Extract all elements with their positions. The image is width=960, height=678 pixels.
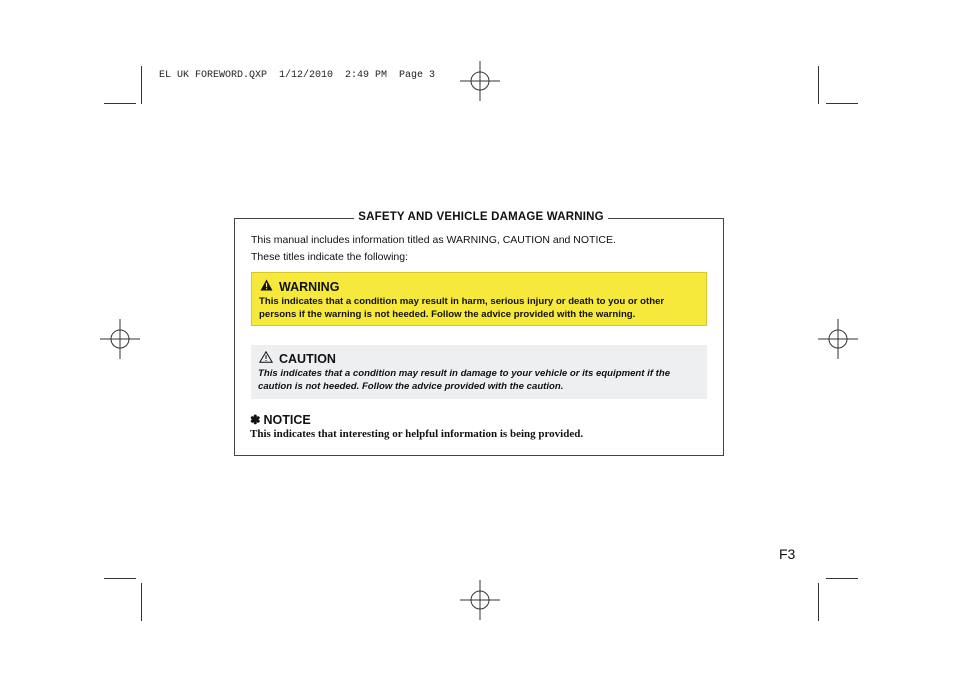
warning-triangle-outline-icon [259,351,273,366]
warning-triangle-filled-icon [260,279,273,294]
notice-text: This indicates that interesting or helpful information is being provided. [250,428,584,440]
warning-heading-row [260,279,339,294]
crop-mark [141,583,142,621]
registration-mark-icon [460,61,500,101]
intro-line-2: These titles indicate the following: [251,251,409,263]
section-title: SAFETY AND VEHICLE DAMAGE WARNING [354,209,608,225]
warning-panel [251,272,707,326]
warning-heading: WARNING [279,279,340,294]
crop-mark [826,578,858,579]
caution-heading-row [259,351,336,366]
crop-mark [818,583,819,621]
notice-heading: NOTICE [263,412,311,427]
caution-heading: CAUTION [279,351,336,366]
crop-mark [104,578,136,579]
intro-line-1: This manual includes information titled as WARNING, CAUTION and NOTICE. [251,234,616,246]
registration-mark-icon [100,319,140,359]
print-slug: EL UK FOREWORD.QXP 1/12/2010 2:49 PM Page 3 [159,70,436,81]
warning-text: This indicates that a condition may result in harm, serious injury or death to you or other persons if the warning is not heeded. Follow the advice provided with the warning. [259,296,665,320]
notice-heading-row [250,412,311,427]
crop-mark [818,66,819,104]
registration-mark-icon [818,319,858,359]
crop-mark [826,103,858,104]
asterisk-icon: ✽ [250,413,261,427]
crop-mark [141,66,142,104]
crop-mark [104,103,136,104]
caution-panel [251,345,707,399]
page-number: F3 [779,546,796,562]
registration-mark-icon [460,580,500,620]
caution-text: This indicates that a condition may result in damage to your vehicle or its equipment if the caution is not heeded. Follow the advice provided with the caution. [258,368,671,392]
